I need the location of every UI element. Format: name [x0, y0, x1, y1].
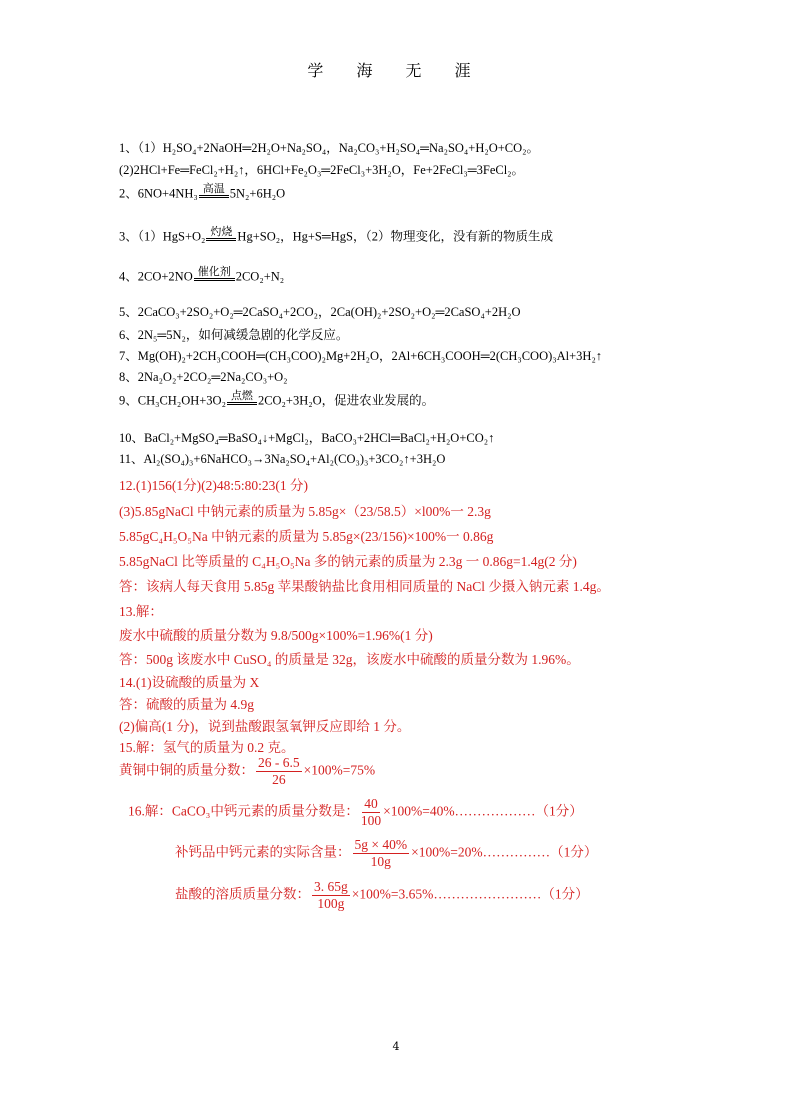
answer-13-1: 13.解：: [119, 604, 163, 619]
fraction: [256, 756, 302, 787]
denominator: 100: [360, 813, 382, 828]
answer-2: [119, 183, 285, 206]
condition-burn: [206, 226, 236, 249]
answer-14-2: 答：硫酸的质量为 4.9g: [119, 697, 254, 712]
answer-3-left: 3、（1）HgS+O₂: [119, 229, 206, 244]
answer-4-right: 2CO₂+N₂: [235, 269, 285, 284]
condition-ignite: [227, 390, 257, 413]
answer-9: [119, 390, 434, 413]
answer-3-right: Hg+SO₂，Hg+S═HgS，（2）物理变化，没有新的物质生成: [237, 229, 553, 244]
fraction: [353, 838, 410, 869]
answer-9-right: 2CO₂+3H₂O，促进农业发展的。: [257, 393, 435, 408]
fraction: [312, 880, 350, 911]
answer-1-2: (2)2HCl+Fe═FeCl₂+H₂↑，6HCl+Fe₂O₃═2FeCl₃+3H₂O，Fe+2FeCl₃═3FeCl₂。: [119, 163, 525, 177]
denominator: 10g: [370, 854, 391, 869]
numerator: 3. 65g: [314, 879, 348, 894]
page-number: 4: [392, 1040, 400, 1053]
answer-16-label: 16.解：CaCO₃中钙元素的质量分数是：: [128, 803, 359, 819]
denominator: 100g: [317, 896, 345, 911]
equals-bar: [206, 238, 236, 241]
answer-12-2: (3)5.85gNaCl 中钠元素的质量为 5.85g×（23/58.5）×l00%一 2.3g: [119, 504, 491, 519]
answer-5: 5、2CaCO₃+2SO₂+O₂═2CaSO₄+2CO₂，2Ca(OH)₂+2SO₂+O₂═2CaSO₄+2H₂O: [119, 305, 521, 319]
answer-15-result: ×100%=75%: [303, 762, 376, 778]
condition-text: 点燃: [230, 390, 253, 402]
answer-15-label: 黄铜中铜的质量分数：: [119, 762, 254, 778]
answer-16-2: [175, 838, 597, 869]
answer-16-3-result: ×100%=3.65%……………………（1分）: [351, 886, 589, 902]
numerator: 40: [364, 796, 378, 811]
answer-13-3: 答：500g 该废水中 CuSO₄ 的质量是 32g，该废水中硫酸的质量分数为 1.96%。: [119, 652, 580, 667]
answer-14-1: 14.(1)设硫酸的质量为 X: [119, 675, 260, 690]
answer-6: 6、2N₅═5N₂，如何减缓急剧的化学反应。: [119, 328, 349, 342]
answer-15-1: 15.解：氢气的质量为 0.2 克。: [119, 740, 295, 755]
answer-16-2-label: 补钙品中钙元素的实际含量：: [175, 844, 351, 860]
equals-bar: [199, 195, 229, 198]
answer-10: 10、BaCl₂+MgSO₄═BaSO₄↓+MgCl₂，BaCO₃+2HCl═BaCl₂+H₂O+CO₂↑: [119, 431, 495, 445]
fraction: [361, 797, 381, 828]
answer-16-2-result: ×100%=20%……………（1分）: [411, 844, 598, 860]
denominator: 26: [272, 772, 286, 787]
equals-bar: [194, 278, 235, 281]
condition-catalyst: [194, 266, 235, 289]
answer-1-1: 1、（1）H₂SO₄+2NaOH═2H₂O+Na₂SO₄，Na₂CO₃+H₂SO₄═Na₂SO₄+H₂O+CO₂。: [119, 141, 540, 155]
condition-text: 高温: [202, 183, 225, 195]
page-header: 学 海 无 涯: [307, 61, 485, 80]
condition-text: 灼烧: [210, 226, 233, 238]
answer-8: 8、2Na₂O₂+2CO₂═2Na₂CO₃+O₂: [119, 370, 288, 384]
answer-7: 7、Mg(OH)₂+2CH₃COOH═(CH₃COO)₂Mg+2H₂O，2Al+6CH₃COOH═2(CH₃COO)₃Al+3H₂↑: [119, 349, 603, 363]
answer-4-left: 4、2CO+2NO: [119, 269, 193, 284]
answer-2-left: 2、6NO+4NH₃: [119, 186, 198, 201]
answer-16-3-label: 盐酸的溶质质量分数：: [175, 886, 310, 902]
condition-high-temp: [199, 183, 229, 206]
answer-13-2: 废水中硫酸的质量分数为 9.8/500g×100%=1.96%(1 分): [119, 628, 433, 643]
answer-16-1: [128, 797, 583, 828]
answer-12-4: 5.85gNaCl 比等质量的 C₄H₅O₅Na 多的钠元素的质量为 2.3g 一 0.86g=1.4g(2 分): [119, 554, 577, 569]
condition-text: 催化剂: [197, 266, 231, 278]
answer-12-3: 5.85gC₄H₅O₅Na 中钠元素的质量为 5.85g×(23/156)×100%一 0.86g: [119, 529, 494, 544]
answer-2-right: 5N₂+6H₂O: [229, 186, 286, 201]
answer-16-3: [175, 880, 589, 911]
answer-4: [119, 266, 284, 289]
equals-bar: [227, 402, 257, 405]
answer-16-result: ×100%=40%………………（1分）: [383, 803, 583, 819]
answer-9-left: 9、CH₃CH₂OH+3O₂: [119, 393, 226, 408]
answer-11: 11、Al₂(SO₄)₃+6NaHCO₃→3Na₂SO₄+Al₂(CO₃)₃+3CO₂↑+3H₂O: [119, 452, 446, 466]
answer-3: [119, 226, 553, 249]
answer-15-2: [119, 756, 375, 787]
answer-12-1: 12.(1)156(1分)(2)48:5:80:23(1 分): [119, 478, 308, 493]
numerator: 5g × 40%: [354, 837, 408, 852]
numerator: 26 - 6.5: [258, 755, 300, 770]
answer-14-3: (2)偏高(1 分)，说到盐酸跟氢氧钾反应即给 1 分。: [119, 719, 411, 734]
answer-12-5: 答：该病人每天食用 5.85g 苹果酸钠盐比食用相同质量的 NaCl 少摄入钠元素 1.4g。: [119, 579, 610, 594]
